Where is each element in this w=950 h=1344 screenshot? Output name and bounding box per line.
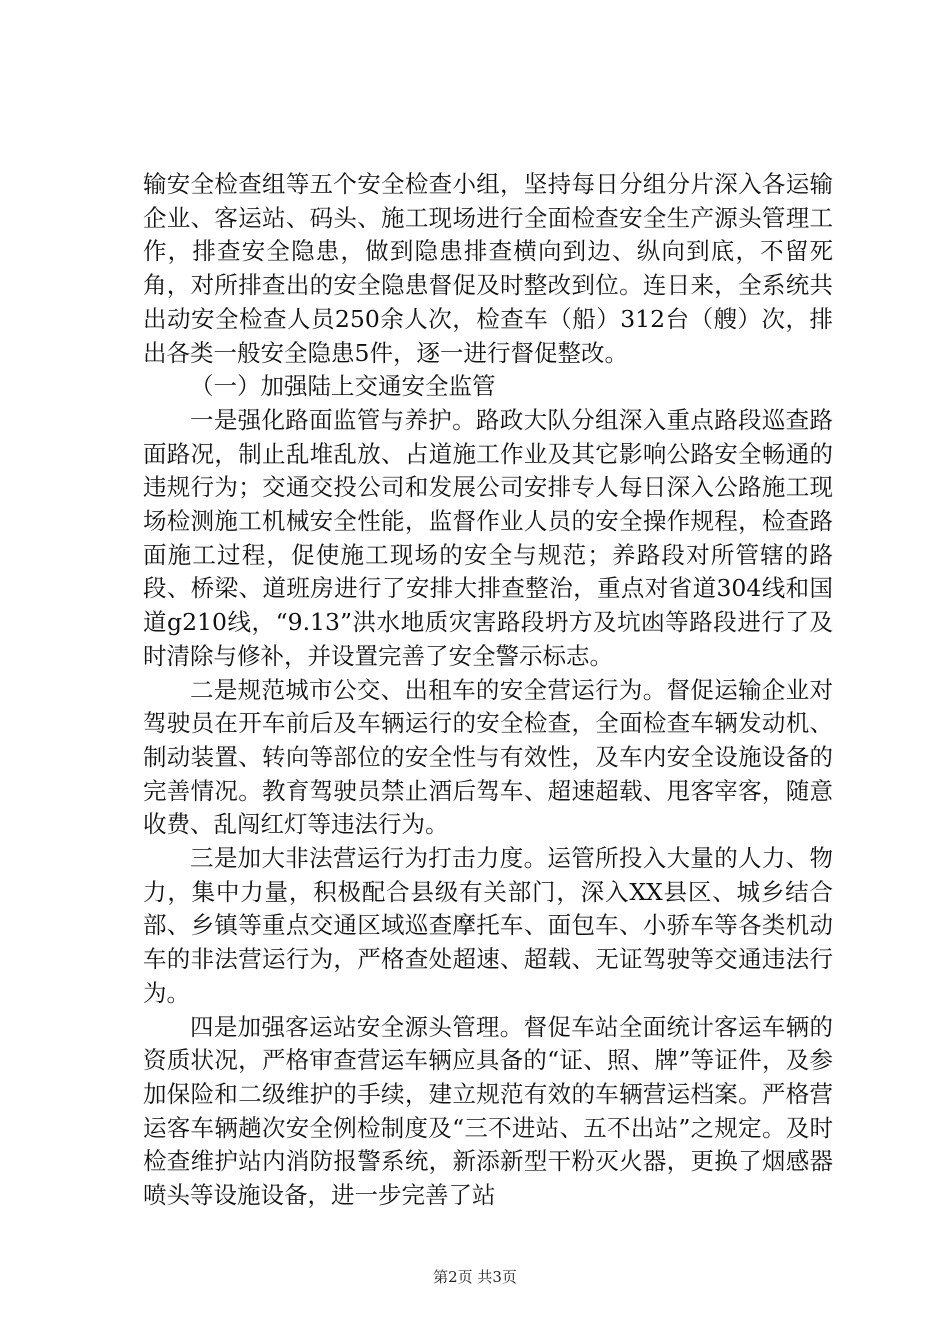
paragraph-road-supervision: 一是强化路面监管与养护。路政大队分组深入重点路段巡查路面路况，制止乱堆乱放、占道施工作业及其它影响公路安全畅通的违规行为；交通交投公司和发展公司安排专人每日深入公路施工现场检测施工机械安全性能，监督作业人员的安全操作规程，检查路面施工过程，促使施工现场的安全与规范；养路段对所管辖的路段、桥梁、道班房进行了安排大排查整治，重点对省道304线和国道g210线，“9.13”洪水地质灾害路段坍方及坑凼等路段进行了及时清除与修补，并设置完善了安全警示标志。 — [143, 405, 833, 670]
paragraph-illegal-operation: 三是加大非法营运行为打击力度。运管所投入大量的人力、物力，集中力量，积极配合县级有关部门，深入XX县区、城乡结合部、乡镇等重点交通区域巡查摩托车、面包车、小骄车等各类机动车的非法营运行为，严格查处超速、超载、无证驾驶等交通违法行为。 — [143, 844, 833, 1007]
paragraph-bus-taxi-safety: 二是规范城市公交、出租车的安全营运行为。督促运输企业对驾驶员在开车前后及车辆运行的安全检查，全面检查车辆发动机、制动装置、转向等部位的安全性与有效性，及车内安全设施设备的完善情况。教育驾驶员禁止酒后驾车、超速超载、甩客宰客，随意收费、乱闯红灯等违法行为。 — [143, 675, 833, 839]
paragraph-bus-station: 四是加强客运站安全源头管理。督促车站全面统计客运车辆的资质状况，严格审查营运车辆应具备的“证、照、牌”等证件，及参加保险和二级维护的手续，建立规范有效的车辆营运档案。严格营运客车辆趟次安全例检制度及“三不进站、五不出站”之规定。及时检查维护站内消防报警系统，新添新型干粉灭火器，更换了烟感器喷头等设施设备，进一步完善了站 — [143, 1012, 833, 1210]
paragraph-continued: 输安全检查组等五个安全检查小组，坚持每日分组分片深入各运输企业、客运站、码头、施工现场进行全面检查安全生产源头管理工作，排查安全隐患，做到隐患排查横向到边、纵向到底，不留死角，对所排查出的安全隐患督促及时整改到位。连日来，全系统共出动安全检查人员250余人次，检查车（船）312台（艘）次，排出各类一般安全隐患5件，逐一进行督促整改。 — [143, 170, 833, 367]
page-number: 第2页 共3页 — [433, 1268, 517, 1286]
document-body — [143, 168, 833, 1213]
section-heading: （一）加强陆上交通安全监管 — [190, 372, 496, 401]
